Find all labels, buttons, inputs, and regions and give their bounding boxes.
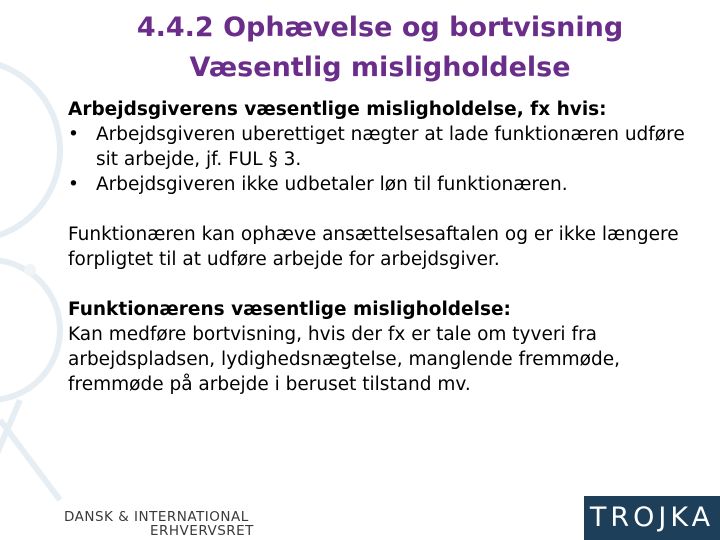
spacer — [68, 272, 688, 297]
bullet-item — [68, 172, 688, 197]
publisher-line1: DANSK & INTERNATIONAL — [64, 509, 249, 525]
paragraph-2: Funktionæren kan ophæve ansættelsesaftalen og er ikke længere forpligtet til at udføre arbejde for arbejdsgiver. — [68, 224, 679, 270]
publisher-logo — [64, 510, 254, 538]
slide-title-line1: 4.4.2 Ophævelse og bortvisning — [136, 12, 624, 43]
bullet-item — [68, 122, 688, 172]
slide-title-line2: Væsentlig misligholdelse — [189, 52, 571, 83]
spacer — [68, 197, 688, 222]
bullet-text: Arbejdsgiveren uberettiget nægter at lade funktionæren udføre sit arbejde, jf. FUL § 3. — [96, 124, 685, 170]
bullet-marker: • — [68, 174, 79, 195]
slide-body — [68, 97, 688, 397]
brand-logo: TROJKA — [584, 496, 720, 540]
publisher-line2: ERHVERVSRET — [150, 523, 254, 539]
section3-text: Kan medføre bortvisning, hvis der fx er tale om tyveri fra arbejdspladsen, lydighedsnægtelse, manglende fremmøde, fremmøde på arbejde i beruset tilstand mv. — [68, 324, 620, 395]
bullet-list — [68, 122, 688, 197]
section3-heading: Funktionærens væsentlige misligholdelse: — [68, 299, 511, 320]
bullet-marker: • — [68, 124, 79, 145]
bullet-text: Arbejdsgiveren ikke udbetaler løn til funktionæren. — [96, 174, 568, 195]
section1-heading: Arbejdsgiverens væsentlige misligholdelse, fx hvis: — [68, 99, 607, 120]
slide-title — [40, 8, 720, 88]
